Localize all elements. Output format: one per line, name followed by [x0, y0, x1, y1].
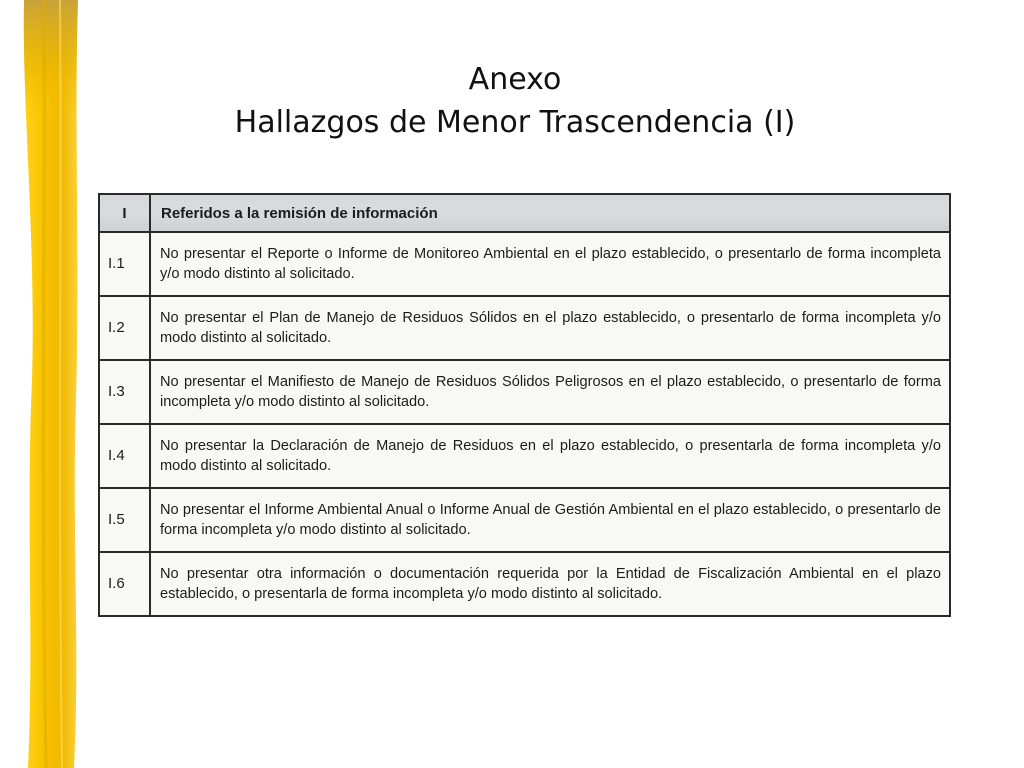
row-description: No presentar otra información o documentación requerida por la Entidad de Fiscalización Ambiental en el plazo establecido, o presentarla de forma incompleta y/o modo distinto al solicitado. — [150, 552, 950, 616]
row-code: I.5 — [99, 488, 150, 552]
table-row — [99, 296, 950, 360]
table-row — [99, 488, 950, 552]
table-header-row — [99, 194, 950, 232]
row-description: No presentar el Informe Ambiental Anual o Informe Anual de Gestión Ambiental en el plazo establecido, o presentarlo de forma incompleta y/o modo distinto al solicitado. — [150, 488, 950, 552]
row-code: I.6 — [99, 552, 150, 616]
table-row — [99, 232, 950, 296]
row-description: No presentar el Plan de Manejo de Residuos Sólidos en el plazo establecido, o presentarlo de forma incompleta y/o modo distinto al solicitado. — [150, 296, 950, 360]
table-row — [99, 424, 950, 488]
row-description: No presentar la Declaración de Manejo de Residuos en el plazo establecido, o presentarla de forma incompleta y/o modo distinto al solicitado. — [150, 424, 950, 488]
table-row — [99, 360, 950, 424]
row-description: No presentar el Reporte o Informe de Monitoreo Ambiental en el plazo establecido, o presentarlo de forma incompleta y/o modo distinto al solicitado. — [150, 232, 950, 296]
table-row — [99, 552, 950, 616]
slide-subtitle: Hallazgos de Menor Trascendencia (I) — [234, 105, 796, 140]
row-code: I.4 — [99, 424, 150, 488]
row-code: I.2 — [99, 296, 150, 360]
header-text-cell: Referidos a la remisión de información — [150, 194, 950, 232]
findings-table — [98, 193, 951, 617]
row-code: I.3 — [99, 360, 150, 424]
row-description: No presentar el Manifiesto de Manejo de Residuos Sólidos Peligrosos en el plazo establecido, o presentarlo de forma incompleta y/o modo distinto al solicitado. — [150, 360, 950, 424]
header-code-cell: I — [99, 194, 150, 232]
slide-title: Anexo — [468, 62, 562, 97]
yellow-brush-stroke — [0, 0, 90, 768]
scanned-table-image — [98, 193, 951, 609]
row-code: I.1 — [99, 232, 150, 296]
